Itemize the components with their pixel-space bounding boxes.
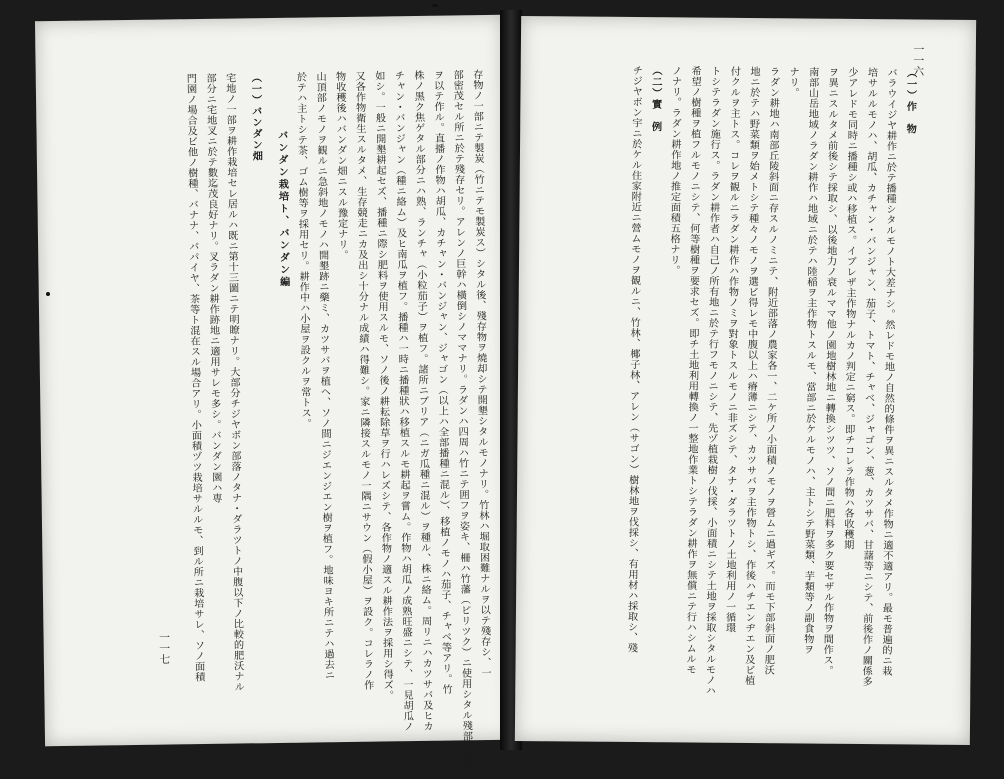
text-column: チャン・バンジャン（種ニ絡ム）及ヒ南瓜ヲ植フ。播種ハ一時ニ播種狀ハ移植スルモ耕起ヲ嘗ム。作物ハ胡瓜ノ成熟旺盛ニシテ、一見胡瓜ノ: [392, 70, 413, 732]
text-column: ヲ異ニスルタメ前後シテ採取シ、以後地力ノ衰ルママ他ノ園地樹林地ニ轉換シツツ、ソノ間ニ肥料ヲ多ク要セザル作物ヲ間作ス。: [821, 66, 838, 676]
text-column: ナリ。: [786, 66, 799, 98]
text-column: 宅地ノ一部ヲ耕作栽培セレ居ルハ既ニ第十三圖ニテ明瞭ナリ。大部分チジヤボン部落ノタナ・ダラツトノ中腹以下ノ比較的肥沃ナル: [223, 72, 244, 693]
text-column: 山頂部ノモノヲ観ルニ急斜地ノモノハ開墾跡ニ藥ミ、カツサバヲ植ヘ、ソノ間ニジエンジエン樹ヲ植フ。地味ヨキ所ニテハ過去ニ: [313, 71, 334, 681]
text-column: 物收穫後ハバンダン畑ニスル豫定ナリ。: [333, 70, 348, 261]
scan-speck: [432, 4, 438, 7]
right-page-body: [620, 65, 920, 728]
text-column: バラウイジヤ耕作ニ於テ播種シタルモノト大差ナシ。然レドモ地ノ自然的條件ヲ異ニスルタメ作物ニ適不適アリ。最モ普遍的ニ栽: [879, 67, 897, 677]
text-column: チジヤボン宇ニ於ケル住家附近ニ營ムモノヲ観ルニ、竹林、椰子林、アレン（サゴン）樹林地ヲ伐採シ、有用材ハ採取シ、殘: [625, 64, 642, 654]
text-column: 希望ノ樹種ヲ植フルモノニシテ、何等樹種ヲ要求セズ。即チ土地利用轉換ノ一整地作業トシテラダン耕作ヲ無償ニテ行ハシムルモ: [683, 65, 701, 675]
text-column: 培サルルモノハ、胡瓜、カチャン・バンジャン、茄子、トマト、チャベ、ジャゴン、葱、カツサバ、甘藷等ニシテ、前後作ノ關係多: [860, 67, 877, 687]
text-column: ラダン耕地ハ南部丘陵斜面ニ存スルノミニテ、附近部落ノ農家各一、二ケ所ノ小面積ノモノヲ營ムニ過ギズ。而モ下部斜面ノ肥沃: [762, 66, 779, 676]
text-column: 少アレドモ同時ニ播種シ或ハ移植ス。イブレザ主作物ナルカノ判定ニ窮ス。即チコレラ作物ハ各收穫期: [841, 66, 857, 550]
page-number: 一一七: [157, 631, 171, 665]
text-column: 存物ノ一部ニテ製炭（竹ニテモ製炭ス）シタル後、殘存物ヲ燒却シテ開墾シタルモノナリ。竹林ハ堀取困難ナルヲ以テ殘存シ、一: [470, 69, 491, 679]
scan-speck: [46, 292, 50, 296]
left-page-body: [180, 69, 495, 773]
text-column: 株ノ黑ク焦ゲタル部分ニハ熟、ランチャ（小粒茄子）ヲ植フ。諸所ニブリア（ニガ瓜種ニ混ル）ヲ種ル、株ニ絡ム。周リニハカツサバ及ヒカ: [411, 69, 433, 732]
text-column: 又各作物衛生スルタメ、生存競走ニカ及出シ十分ナル成績ハ得難シ。家ニ隣接スルモノ一隅ニサウン（假小屋）ヲ設ク。コレラノ作: [353, 70, 373, 691]
section-title: バンダン栽培ト、バンダン編: [275, 129, 290, 289]
text-column: 部分ニ宅地叉ニ於テ數迄茂良好ナリ。叉ラダン耕作跡地ニ適用サレモ多シ。バンダン園ハ専: [203, 72, 221, 504]
subsection-heading: （二）實 例: [649, 65, 663, 133]
text-column: ノナリ。ラダン耕作地ノ推定面積五格ナリ。: [667, 65, 681, 276]
text-column: 部密茂セル所ニ於テ殘存セリ。アレンノ巨幹ハ橫倒シノママナリ。ラダンハ四周ハ竹ニテ囲フヲ姿キ、柵ハ竹藩（ピリツク）ニ使用シタル殘部、身竹: [451, 69, 472, 773]
text-column: 付クルヲ主トス。コレヲ観ルニラダン耕作ハ作物ノミヲ對象トスルモノニ非ズシテ、タナ・ダラツトノ土地利用ノ一循環: [723, 65, 740, 633]
text-column: トシテラダン施行ス。ラダン耕作者ハ自己ノ所有地ニ於テ行フモノニシテ、先ヅ植栽樹ノ伐採、小面積ニシテ土地ヲ採取シタルモノハ: [703, 65, 720, 696]
right-page: [515, 16, 976, 745]
text-column: 門園ノ場合及ビ他ノ樹種、バナナ、パパイヤ、茶等ト混在スル場合アリ。小面積ヅツ栽培サルルモ、到ル所ニ栽培サレ、ソノ面積: [184, 73, 204, 683]
text-column: 地ニ於テハ野菜類ヲ始メトシテ種々ノモノヲ選ビ得レモ中腹以上ハ瘠薄ニシテ、カツサバヲ主作物トシ、作後ハチエンヂエン及ビ植: [742, 66, 759, 686]
text-column: 如シ。一般ニ開墾耕起セズ、播種ニ際シ肥料ヲ使用スルモ、ソノ後ノ耕耘除草ヲ行ハレズシテ、各作物ノ適スル耕作法ヲ採用シ得ズ。: [372, 70, 393, 701]
text-column: ヲ以テ作ル。直播ノ作物ハ胡瓜、カチャン・バンジャン、ジャゴン（以上ハ全部播種ニ混ル）、移植ノモノハ茄子、チャベ等アリ。竹: [431, 69, 452, 695]
text-column: 於テハ主トシテ茶、ゴム樹等ヲ採用セリ。耕作中ハ小屋ヲ設クルヲ常トス。: [294, 71, 311, 429]
page-number: 一一六: [911, 43, 925, 77]
subsection-heading: （一）作 物: [904, 67, 917, 135]
subsection-heading: （一）バンダン畑: [249, 72, 263, 162]
text-column: 南部山岳地域ノラダン耕作ハ地域ニ於テハ陸稲ヲ主作物トスルモ、當部ニ於ケルモノハ、主トシテ野菜類、芋類等ノ副食物ヲ: [801, 66, 818, 655]
left-page: [35, 15, 513, 773]
